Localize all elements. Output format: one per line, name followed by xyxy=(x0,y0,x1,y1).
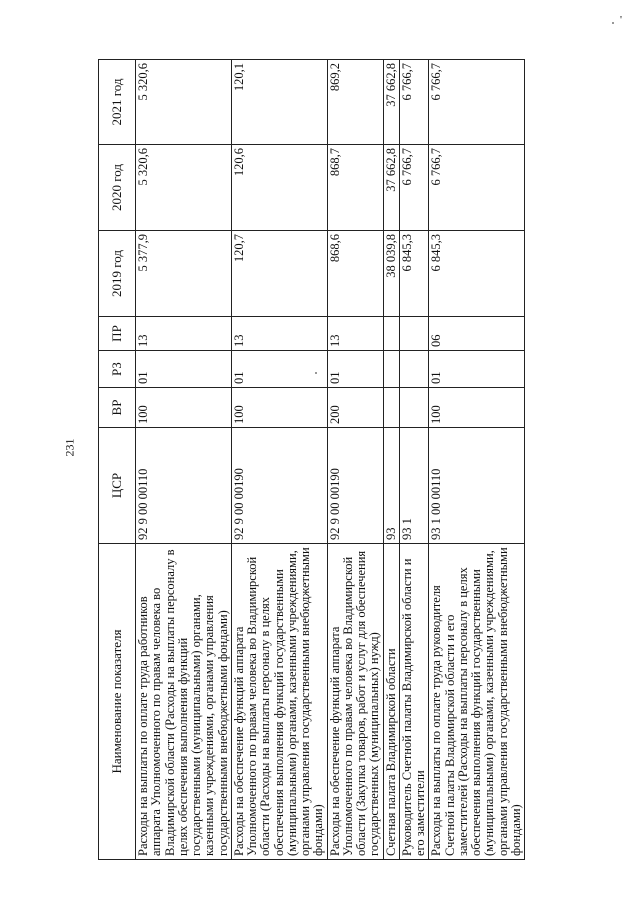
row-vr: 100 xyxy=(429,388,525,428)
row-vr xyxy=(383,388,399,428)
column-header-2019: 2019 год xyxy=(99,231,136,317)
row-csr: 93 xyxy=(383,428,399,544)
row-2021: 37 662,8 xyxy=(383,60,399,145)
row-pr: 13 xyxy=(327,317,383,351)
row-2019: 5 377,9 xyxy=(136,231,232,317)
row-2019: 6 845,3 xyxy=(429,231,525,317)
column-header-2020: 2020 год xyxy=(99,145,136,231)
column-header-csr: ЦСР xyxy=(99,428,136,544)
row-2019: 120,7 xyxy=(231,231,327,317)
row-name: Руководитель Счетной палаты Владимирской области и его заместители xyxy=(399,544,429,860)
row-rz: 01 xyxy=(327,351,383,388)
table-row xyxy=(231,60,327,860)
row-csr: 93 1 00 00110 xyxy=(429,428,525,544)
row-vr xyxy=(399,388,429,428)
row-2021: 120,1 xyxy=(231,60,327,145)
row-2020: 6 766,7 xyxy=(399,145,429,231)
row-vr: 100 xyxy=(136,388,232,428)
row-2020: 5 320,6 xyxy=(136,145,232,231)
column-header-vr: ВР xyxy=(99,388,136,428)
column-header-2021: 2021 год xyxy=(99,60,136,145)
row-csr: 93 1 xyxy=(399,428,429,544)
scan-speck xyxy=(612,22,614,24)
row-vr: 100 xyxy=(231,388,327,428)
row-2020: 6 766,7 xyxy=(429,145,525,231)
table-row xyxy=(136,60,232,860)
row-2021: 869,2 xyxy=(327,60,383,145)
row-pr: 06 xyxy=(429,317,525,351)
row-2019: 6 845,3 xyxy=(399,231,429,317)
table-row xyxy=(383,60,399,860)
row-2020: 120,6 xyxy=(231,145,327,231)
row-2021: 5 320,6 xyxy=(136,60,232,145)
table-header-row xyxy=(99,60,136,860)
row-csr: 92 9 00 00190 xyxy=(231,428,327,544)
table-row xyxy=(399,60,429,860)
table-row xyxy=(429,60,525,860)
row-name: Счетная палата Владимирской области xyxy=(383,544,399,860)
row-2019: 868,6 xyxy=(327,231,383,317)
page-number: 231 xyxy=(62,438,77,457)
corner-mark: ' xyxy=(620,14,622,26)
row-2020: 868,7 xyxy=(327,145,383,231)
row-2019: 38 039,8 xyxy=(383,231,399,317)
row-name: Расходы на выплаты по оплате труда руководителя Счетной палаты Владимирской области и его заместителей (Расходы на выплаты персоналу в целях обеспечения выполнения функций государственными (муниципальными) органами, казенными учреждениями, органами управления государственными внебюджетными фондами) xyxy=(429,544,525,860)
row-2021: 6 766,7 xyxy=(399,60,429,145)
row-name: Расходы на обеспечение функций аппарата Уполномоченного по правам человека во Владимирской области (Расходы на выплаты персоналу в целях обеспечения выполнения функций государственными (муниципальными) органами, казенными учреждениями, органами управления государственными внебюджетными фондами) xyxy=(231,544,327,860)
budget-table-container xyxy=(98,60,523,860)
row-rz xyxy=(383,351,399,388)
row-rz: 01 xyxy=(136,351,232,388)
row-csr: 92 9 00 00190 xyxy=(327,428,383,544)
row-2021: 6 766,7 xyxy=(429,60,525,145)
row-pr: 13 xyxy=(136,317,232,351)
column-header-name: Наименование показателя xyxy=(99,544,136,860)
row-rz: 01 xyxy=(429,351,525,388)
row-pr: 13 xyxy=(231,317,327,351)
row-vr: 200 xyxy=(327,388,383,428)
row-rz: 01 xyxy=(231,351,327,388)
row-pr xyxy=(383,317,399,351)
column-header-pr: ПР xyxy=(99,317,136,351)
row-name: Расходы на обеспечение функций аппарата Уполномоченного по правам человека во Владимирской области (Закупка товаров, работ и услуг для обеспечения государственных (муниципальных) нужд) xyxy=(327,544,383,860)
row-name: Расходы на выплаты по оплате труда работников аппарата Уполномоченного по правам человека во Владимирской области (Расходы на выплаты персоналу в целях обеспечения выполнения функций государственными (муниципальными) органами, казенными учреждениями, органами управления государственными внебюджетными фондами) xyxy=(136,544,232,860)
table-row xyxy=(327,60,383,860)
row-rz xyxy=(399,351,429,388)
row-pr xyxy=(399,317,429,351)
column-header-rz: РЗ xyxy=(99,351,136,388)
row-2020: 37 662,8 xyxy=(383,145,399,231)
row-csr: 92 9 00 00110 xyxy=(136,428,232,544)
budget-table xyxy=(98,59,525,860)
